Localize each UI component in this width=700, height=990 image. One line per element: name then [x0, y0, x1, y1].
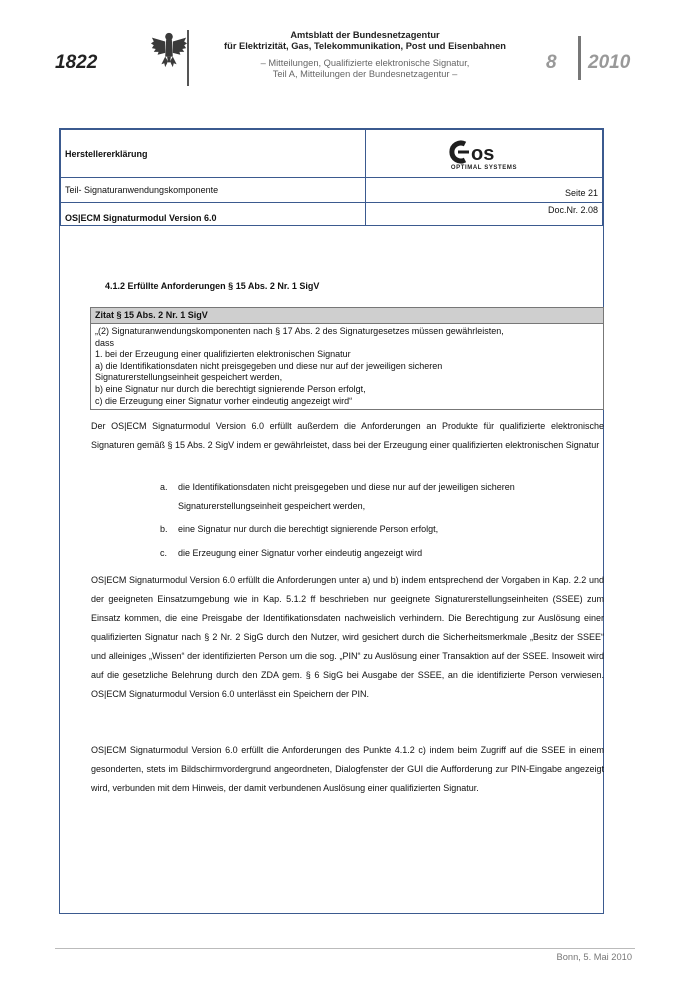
footer-divider [55, 948, 635, 949]
footer-date: Bonn, 5. Mai 2010 [556, 952, 632, 962]
federal-eagle-icon [150, 30, 188, 70]
gazette-title-line1: Amtsblatt der Bundesnetzagentur [290, 30, 440, 40]
list-marker: c. [160, 548, 168, 558]
document-frame [59, 128, 604, 914]
list-item-text: eine Signatur nur durch die berechtigt signierende Person erfolgt, [178, 524, 439, 534]
issue-year: 2010 [588, 52, 631, 73]
requirements-list [160, 478, 560, 563]
body-paragraph-c: OS|ECM Signaturmodul Version 6.0 erfüllt die Anforderungen des Punkte 4.1.2 c) indem beim Zugriff auf die SSEE in einem gesonderten, stets im Bildschirmvordergrund angeordneten, Dialogfenster der GUI die Aufforderung zur PIN-Eingabe angezeigt wird, verbunden mit dem Hinweis, der damit verbundenen Auslösung einer qualifizierten Signatur. [91, 745, 604, 793]
section-heading: 4.1.2 Erfüllte Anforderungen § 15 Abs. 2 Nr. 1 SigV [105, 281, 320, 291]
quote-box [90, 307, 604, 410]
issue-divider [578, 36, 581, 80]
list-marker: b. [160, 524, 168, 534]
svg-text:os: os [471, 143, 495, 164]
list-item [160, 544, 560, 563]
page-number: 1822 [55, 52, 98, 73]
document-header-table [60, 129, 603, 226]
quote-line: dass [95, 337, 115, 348]
quote-line: a) die Identifikationsdaten nicht preisgegeben und diese nur auf der jeweiligen sicheren [95, 360, 443, 371]
list-item-text: die Erzeugung einer Signatur vorher eindeutig angezeigt wird [178, 548, 423, 558]
quote-line: Signaturerstellungseinheit gespeichert werden, [95, 372, 283, 383]
body-paragraph-ab: OS|ECM Signaturmodul Version 6.0 erfüllt die Anforderungen unter a) und b) indem entsprechend der Vorgaben in Kap. 2.2 und der geeigneten Einsatzumgebung wie in Kap. 5.1.2 ff beschrieben nur geeignete Signaturerstellungseinheiten (SSEE) zum Einsatz kommen, die eine Preisgabe der Identifikationsdaten nachweislich verhindern. Die Berechtigung zur Auslösung einer qualifizierten Signatur nach § 2 Nr. 2 SigG durch den Nutzer, wird gesichert durch die Sicherheitsmerkmale „Besitz der SSEE“ und alleiniges „Wissen“ der identifizierten Person um die sog. „PIN“ zu Auslösung einer Transaktion auf der SSEE. Insoweit wird auf die gesetzliche Belehrung durch den ZDA gem. § 6 SigG bei Ausgabe der SSEE, an die identifizierte Person verwiesen. OS|ECM Signaturmodul Version 6.0 unterlässt ein Speichern der PIN. [91, 575, 604, 699]
page-label: Seite 21 [366, 178, 603, 203]
list-item-text: die Identifikationsdaten nicht preisgegeben und diese nur auf der jeweiligen sicheren Signaturerstellungseinheit gespeichert werden, [178, 482, 515, 511]
quote-line: „(2) Signaturanwendungskomponenten nach § 17 Abs. 2 des Signaturgesetzes müssen gewährleisten, [95, 326, 504, 336]
quote-line: c) die Erzeugung einer Signatur vorher eindeutig angezeigt wird“ [95, 395, 353, 406]
quote-title: Zitat § 15 Abs. 2 Nr. 1 SigV [91, 308, 603, 324]
product-name: OS|ECM Signaturmodul Version 6.0 [61, 203, 366, 226]
document-title: Herstellererklärung [61, 130, 366, 178]
quote-line: 1. bei der Erzeugung einer qualifizierten elektronischen Signatur [95, 349, 351, 360]
quote-body [91, 324, 603, 409]
logo-text: OPTIMAL SYSTEMS [450, 165, 518, 171]
document-number: Doc.Nr. 2.08 [366, 203, 603, 226]
gazette-title-line2: für Elektrizität, Gas, Telekommunikation, Post und Eisenbahnen [224, 41, 506, 51]
header-divider [187, 30, 189, 86]
company-logo [366, 130, 603, 178]
body-paragraph-intro: Der OS|ECM Signaturmodul Version 6.0 erfüllt außerdem die Anforderungen an Produkte für qualifizierte elektronische Signaturen gemäß § 15 Abs. 2 SigV indem er gewährleistet, dass bei der Erzeugung einer qualifizierten elektronischen Signatur [91, 421, 604, 450]
quote-line: b) eine Signatur nur durch die berechtigt signierende Person erfolgt, [95, 383, 366, 394]
gazette-subtitle-line1: – Mitteilungen, Qualifizierte elektronische Signatur, [260, 58, 470, 68]
issue-number: 8 [546, 52, 557, 73]
component-type: Teil- Signaturanwendungskomponente [61, 178, 366, 203]
list-marker: a. [160, 482, 168, 492]
list-item [160, 478, 560, 516]
os-logo-icon [449, 140, 519, 164]
gazette-subtitle-line2: Teil A, Mitteilungen der Bundesnetzagentur – [272, 69, 458, 79]
list-item [160, 520, 560, 539]
